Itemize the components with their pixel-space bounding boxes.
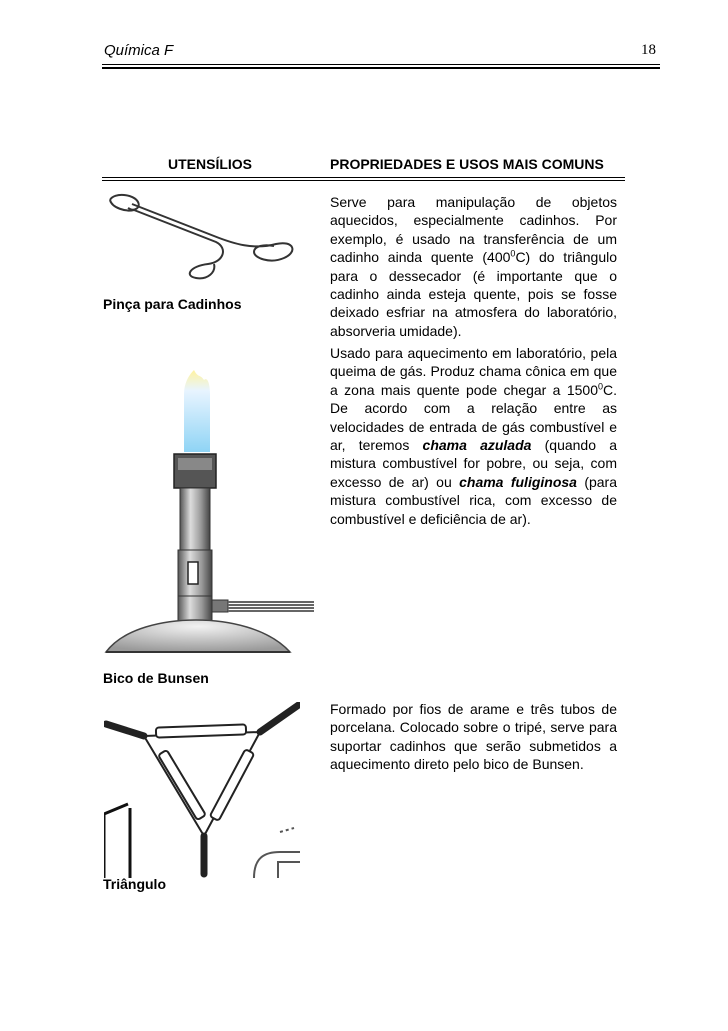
item-label-bunsen-burner: Bico de Bunsen (103, 670, 209, 686)
header-title: Química F (104, 42, 174, 59)
item-description-crucible-tongs: Serve para manipulação de objetos aquecidos, especialmente cadinhos. Por exemplo, é usado na transferência de um cadinho ainda quente $(400^0C)$ do triângulo para o dessecador (é importante que o cadinho ainda esteja quente, pois se fosse deixado esfriar na atmosfera do laboratório, absorveria umidade). (330, 194, 618, 339)
header-rule (102, 64, 640, 65)
item-description-bunsen-burner: Usado para aquecimento em laboratório, pela queima de gás. Produz chama cônica em que a zona mais quente pode chegar a 1500$^0$C. De acordo com a relação entre as velocidades de entrada de gás combustível e ar, teremos chama azulada (quando a mistura combustível for pobre, ou seja, com excesso de ar) ou chama fuliginosa (para mistura combustível rica, com excesso de combustível e deficiência de ar). (330, 345, 618, 527)
header-rule-thick (102, 67, 640, 69)
clay-triangle-illustration (104, 702, 300, 880)
item-description-triangle: Formado por fios de arame e três tubos de porcelana. Colocado sobre o tripé, serve para suportar cadinhos que serão submetidos a aquecimento direto pelo bico de Bunsen. (330, 701, 617, 773)
header-rule-right-thick (640, 67, 660, 69)
table-header-rule (102, 177, 625, 178)
header-rule-right (640, 64, 660, 65)
item-label-triangle: Triângulo (103, 876, 166, 892)
page-number: 18 (641, 42, 656, 58)
item-label-crucible-tongs: Pinça para Cadinhos (103, 296, 242, 312)
crucible-tongs-illustration (104, 188, 304, 288)
table-header-rule-double (102, 180, 625, 181)
column-header-utensils: UTENSÍLIOS (168, 156, 253, 172)
column-header-properties: PROPRIEDADES E USOS MAIS COMUNS (330, 156, 604, 172)
bunsen-burner-illustration (104, 366, 318, 656)
